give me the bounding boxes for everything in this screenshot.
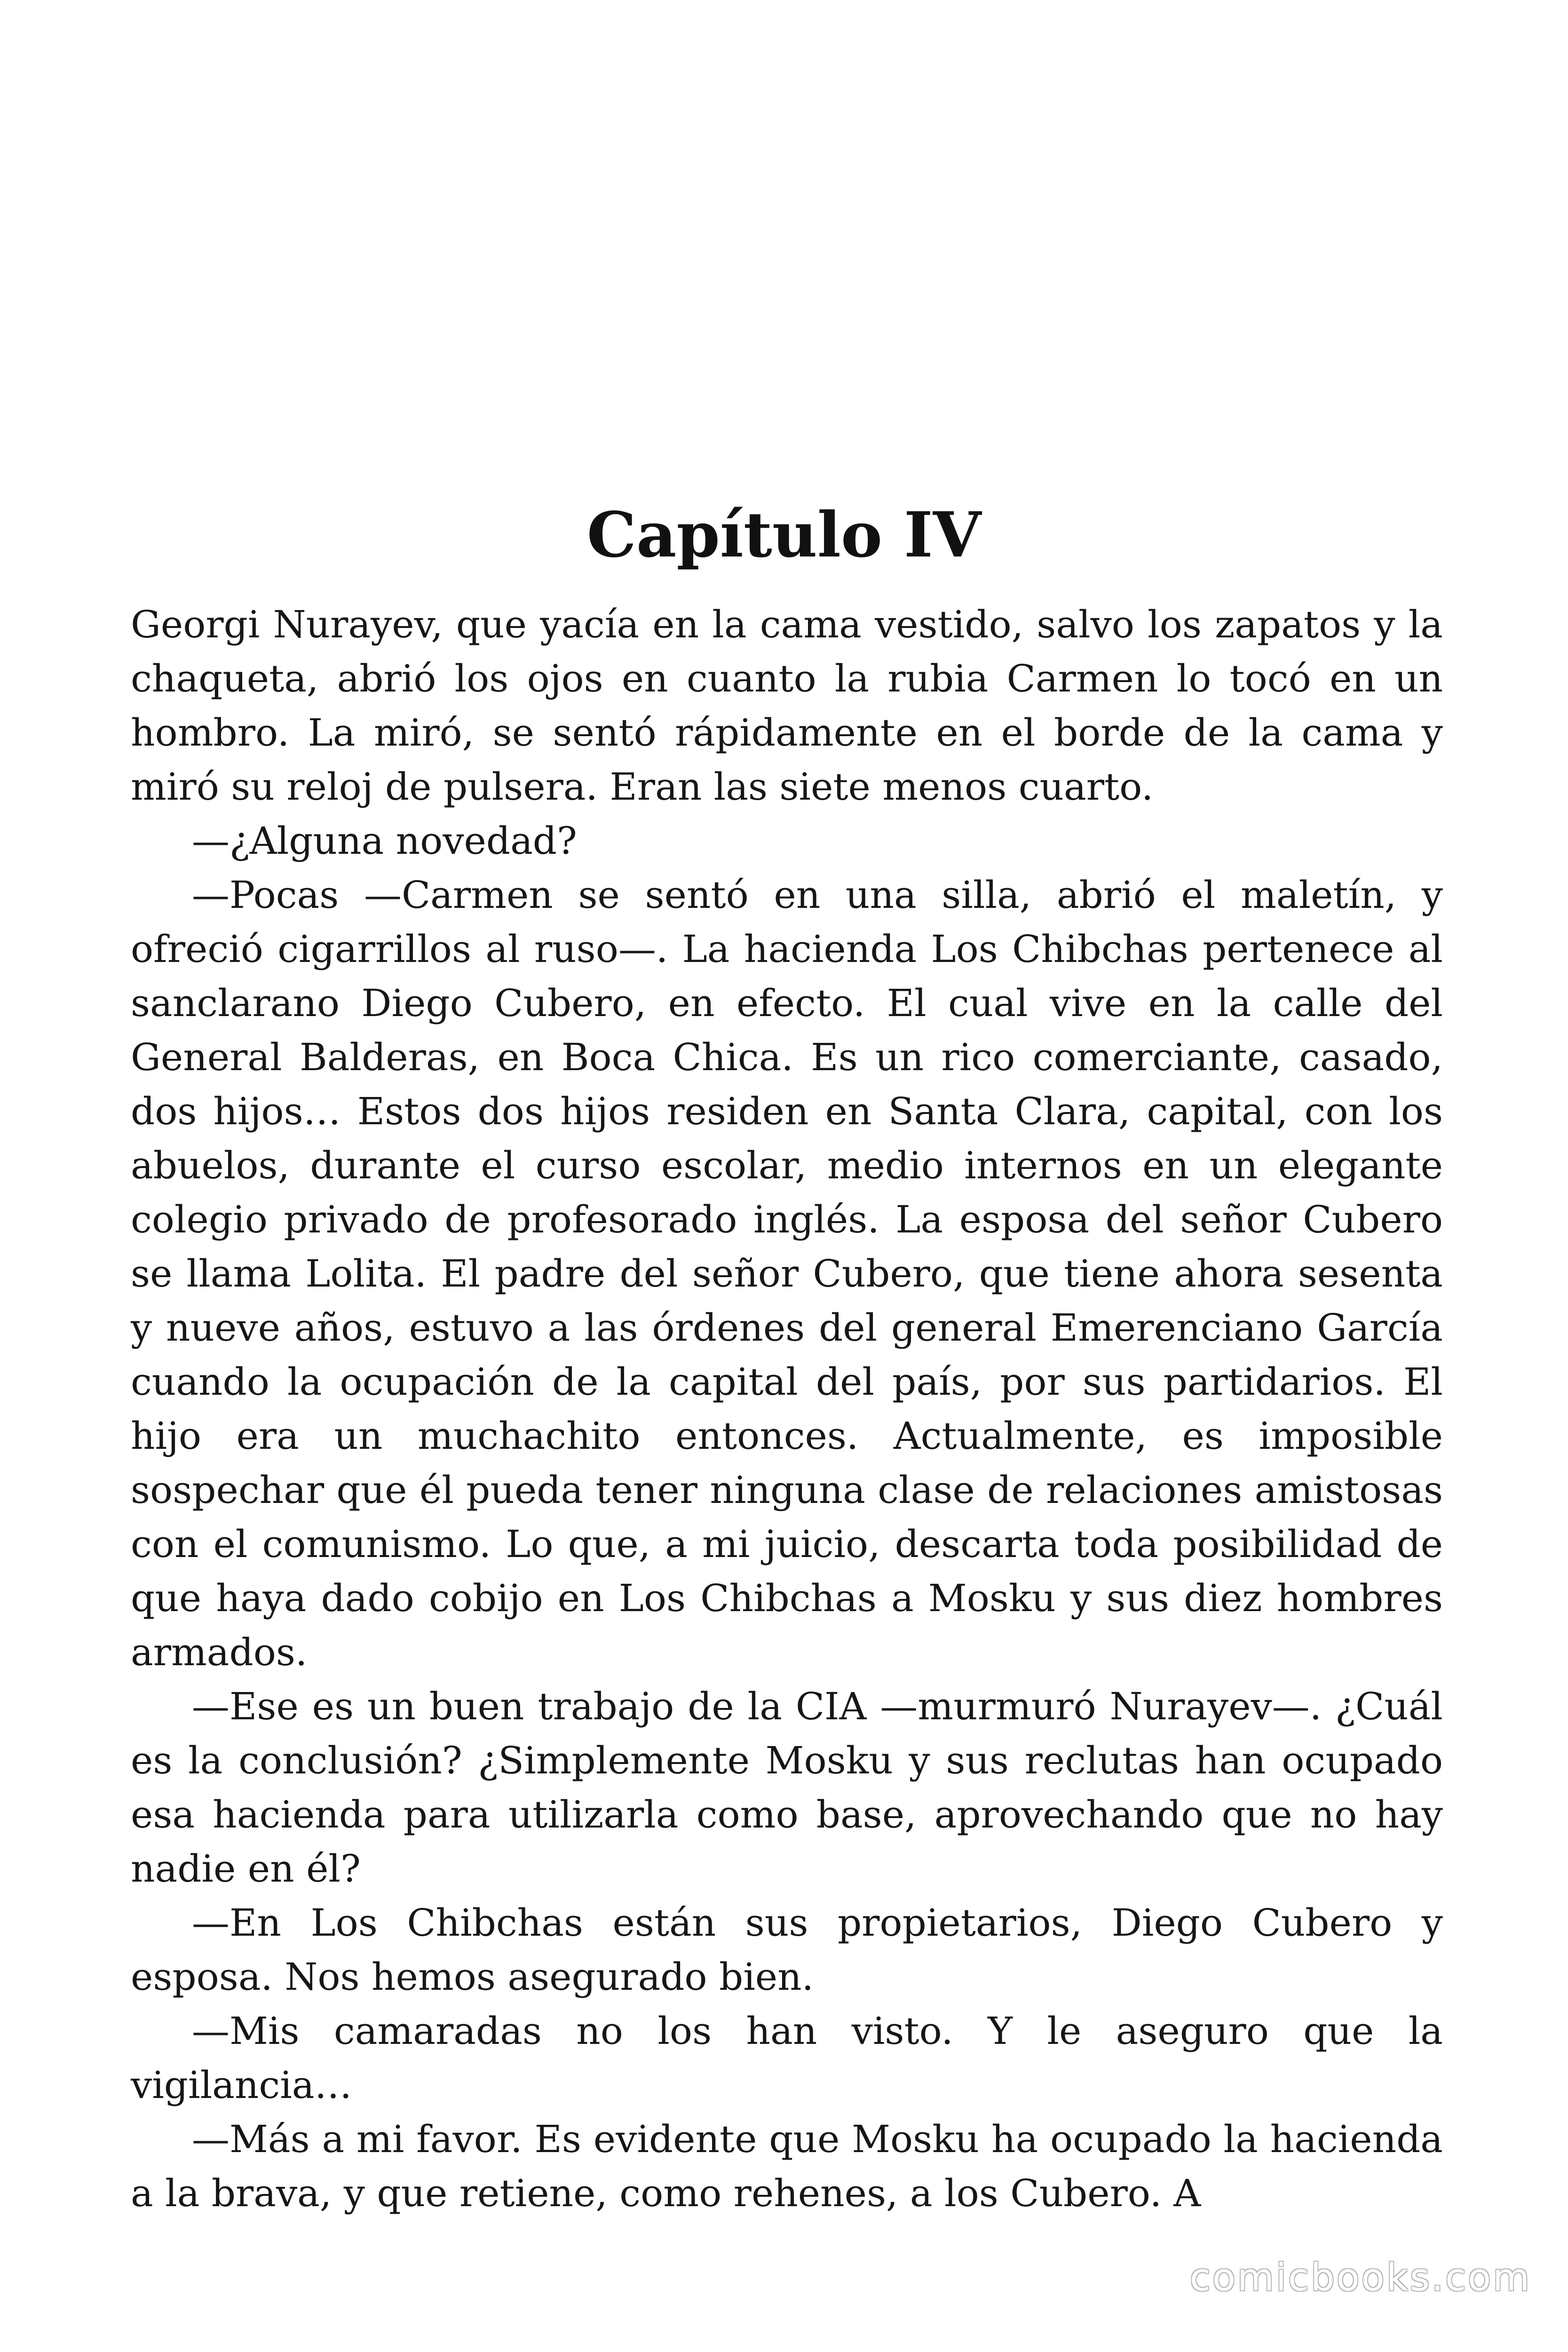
paragraph-1: Georgi Nurayev, que yacía en la cama vestido, salvo los zapatos y la chaqueta, abrió los ojos en cuanto la rubia Carmen lo tocó en un hombro. La miró, se sentó rápidamente en el borde de la cama y miró su reloj de pulsera. Eran las siete menos cuarto.	[131, 603, 1443, 809]
chapter-title: Capítulo IV	[586, 499, 982, 572]
paragraph-2: —¿Alguna novedad?	[192, 819, 577, 863]
paragraph-4: —Ese es un buen trabajo de la CIA —murmuró Nurayev—. ¿Cuál es la conclusión? ¿Simplemente Mosku y sus reclutas han ocupado esa hacienda para utilizarla como base, aprovechando que no hay nadie en él?	[131, 1685, 1443, 1891]
paragraph-3: —Pocas —Carmen se sentó en una silla, abrió el maletín, y ofreció cigarrillos al ruso—. La hacienda Los Chibchas pertenece al sanclarano Diego Cubero, en efecto. El cual vive en la calle del General Balderas, en Boca Chica. Es un rico comerciante, casado, dos hijos… Estos dos hijos residen en Santa Clara, capital, con los abuelos, durante el curso escolar, medio internos en un elegante colegio privado de profesorado inglés. La esposa del señor Cubero se llama Lolita. El padre del señor Cubero, que tiene ahora sesenta y nueve años, estuvo a las órdenes del general Emerenciano García cuando la ocupación de la capital del país, por sus partidarios. El hijo era un muchachito entonces. Actualmente, es imposible sospechar que él pueda tener ninguna clase de relaciones amistosas con el comunismo. Lo que, a mi juicio, descarta toda posibilidad de que haya dado cobijo en Los Chibchas a Mosku y sus diez hombres armados.	[131, 873, 1443, 1674]
paragraph-5: —En Los Chibchas están sus propietarios, Diego Cubero y esposa. Nos hemos asegurado bien.	[131, 1901, 1443, 1999]
watermark: comicbooks.com	[1189, 2256, 1531, 2299]
paragraph-6: —Mis camaradas no los han visto. Y le aseguro que la vigilancia…	[131, 2009, 1443, 2107]
chapter-body	[131, 597, 1443, 2220]
paragraph-7: —Más a mi favor. Es evidente que Mosku ha ocupado la hacienda a la brava, y que retiene, como rehenes, a los Cubero. A	[131, 2117, 1443, 2215]
